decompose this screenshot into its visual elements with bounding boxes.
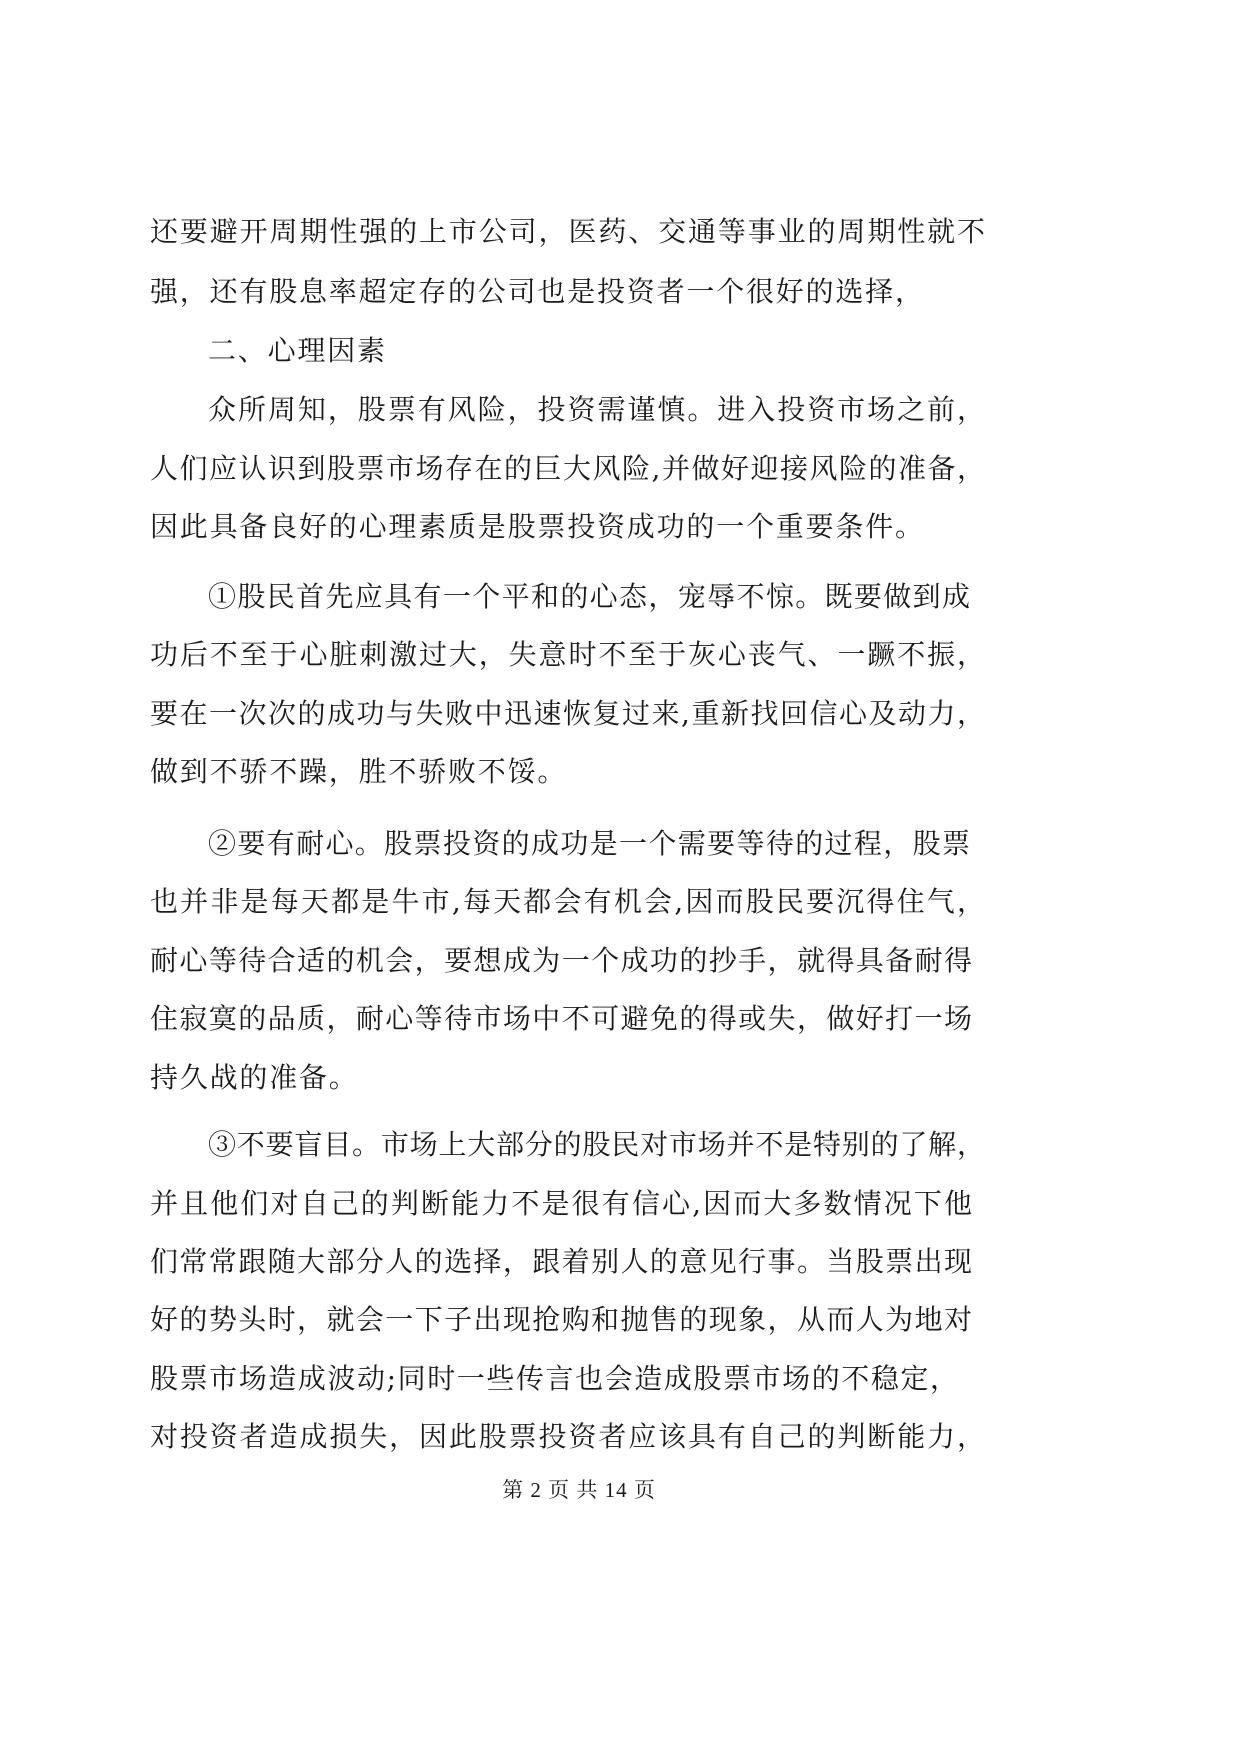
text-line: 们常常跟随大部分人的选择，跟着别人的意见行事。当股票出现 xyxy=(150,1245,972,1278)
text-line: 还要避开周期性强的上市公司，医药、交通等事业的周期性就不 xyxy=(150,215,985,248)
text-line: 强，还有股息率超定存的公司也是投资者一个很好的选择， xyxy=(150,275,925,308)
text-line: 好的势头时，就会一下子出现抢购和抛售的现象，从而人为地对 xyxy=(150,1303,972,1336)
page-number-footer: 第 2 页 共 14 页 xyxy=(502,1478,656,1502)
text-line: 耐心等待合适的机会，要想成为一个成功的抄手，就得具备耐得 xyxy=(150,944,972,977)
text-line: 做到不骄不躁，胜不骄败不馁。 xyxy=(150,755,568,788)
text-line: 对投资者造成损失，因此股票投资者应该具有自己的判断能力， xyxy=(150,1420,985,1453)
text-line: 住寂寞的品质，耐心等待市场中不可避免的得或失，做好打一场 xyxy=(150,1002,972,1035)
text-line: 持久战的准备。 xyxy=(150,1061,359,1094)
text-line: 众所周知，股票有风险，投资需谨慎。进入投资市场之前， xyxy=(208,393,985,426)
text-line: 因此具备良好的心理素质是股票投资成功的一个重要条件。 xyxy=(150,510,925,543)
text-line: 股票市场造成波动;同时一些传言也会造成股票市场的不稳定， xyxy=(150,1362,958,1395)
text-line: ②要有耐心。股票投资的成功是一个需要等待的过程，股票 xyxy=(208,827,970,860)
text-line: 要在一次次的成功与失败中迅速恢复过来,重新找回信心及动力， xyxy=(150,697,985,730)
text-line: ③不要盲目。市场上大部分的股民对市场并不是特别的了解， xyxy=(208,1128,985,1161)
text-line: 功后不至于心脏刺激过大，失意时不至于灰心丧气、一蹶不振， xyxy=(150,638,985,671)
text-line: 人们应认识到股票市场存在的巨大风险,并做好迎接风险的准备， xyxy=(150,452,985,485)
text-line: ①股民首先应具有一个平和的心态，宠辱不惊。既要做到成 xyxy=(208,580,970,613)
text-line: 也并非是每天都是牛市,每天都会有机会,因而股民要沉得住气， xyxy=(150,885,985,918)
section-heading: 二、心理因素 xyxy=(208,334,387,367)
text-line: 并且他们对自己的判断能力不是很有信心,因而大多数情况下他 xyxy=(150,1187,972,1220)
